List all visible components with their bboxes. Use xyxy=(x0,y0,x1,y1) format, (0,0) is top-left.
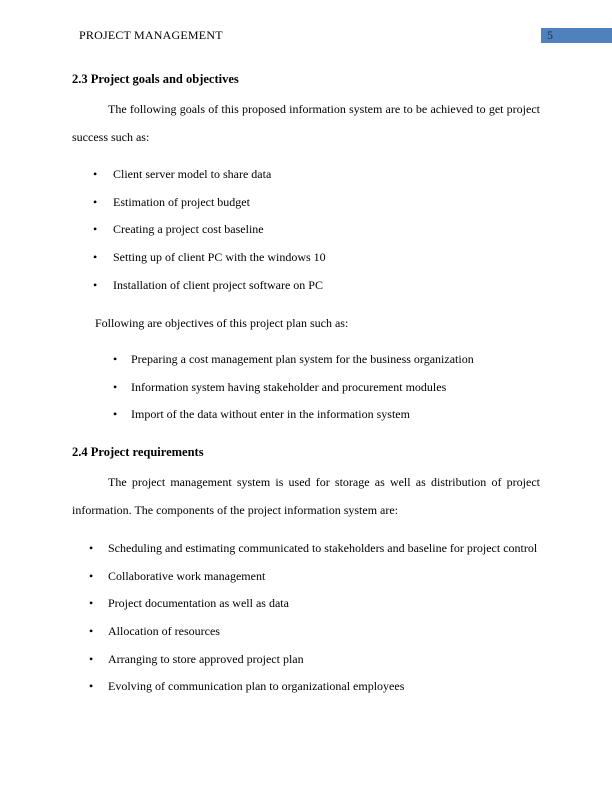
page-number-box xyxy=(541,28,612,43)
bullet-icon: • xyxy=(93,167,98,181)
bullet-icon: • xyxy=(89,651,94,666)
page-number: 5 xyxy=(547,28,553,42)
bullet-icon: • xyxy=(113,407,118,422)
running-header-title: PROJECT MANAGEMENT xyxy=(79,28,223,42)
section-heading-requirements: 2.4 Project requirements xyxy=(72,445,204,459)
bullet-icon: • xyxy=(89,679,94,694)
bullet-icon: • xyxy=(93,250,98,265)
bullet-icon: • xyxy=(93,222,98,237)
goals-intro-paragraph: The following goals of this proposed information system are to be achieved to get project success such as: xyxy=(72,102,540,144)
bullet-icon: • xyxy=(93,277,98,292)
document-page: PROJECT MANAGEMENT 5 2.3 Project goals and objectives The following goals of this proposed information system are to be achieved to get project success such as: • Client server model to share data • Estimation of project budget • Creating a project cost baseline • Setting up of client PC with the windows 10 • Installation of client project software on PC Following are objectives of this project plan such as: • Preparing a cost management plan system for the business organization • Information system having stakeholder and procurement modules • Import of the data without enter in the information system 2.4 Project requirements The project management system is used for storage as well as distribution of project information. The components of the project information system are: • Scheduling and estimating communicated to stakeholders and baseline for project control • Collaborative work management • Project documentation as well as data • Allocation of resources • Arranging to store approved project plan • Evolving of communication plan to organizational employees xyxy=(0,0,612,792)
bullet-icon: • xyxy=(113,379,118,394)
objectives-intro: Following are objectives of this project plan such as: xyxy=(95,316,349,330)
bullet-icon: • xyxy=(89,541,94,555)
section-heading-goals: 2.3 Project goals and objectives xyxy=(72,72,239,86)
requirements-intro-paragraph: The project management system is used for storage as well as distribution of project information. The components of the project information system are: xyxy=(72,475,540,517)
bullet-icon: • xyxy=(113,352,118,366)
bullet-icon: • xyxy=(89,624,94,639)
bullet-icon: • xyxy=(89,568,94,583)
bullet-icon: • xyxy=(89,596,94,611)
bullet-icon: • xyxy=(93,194,98,209)
